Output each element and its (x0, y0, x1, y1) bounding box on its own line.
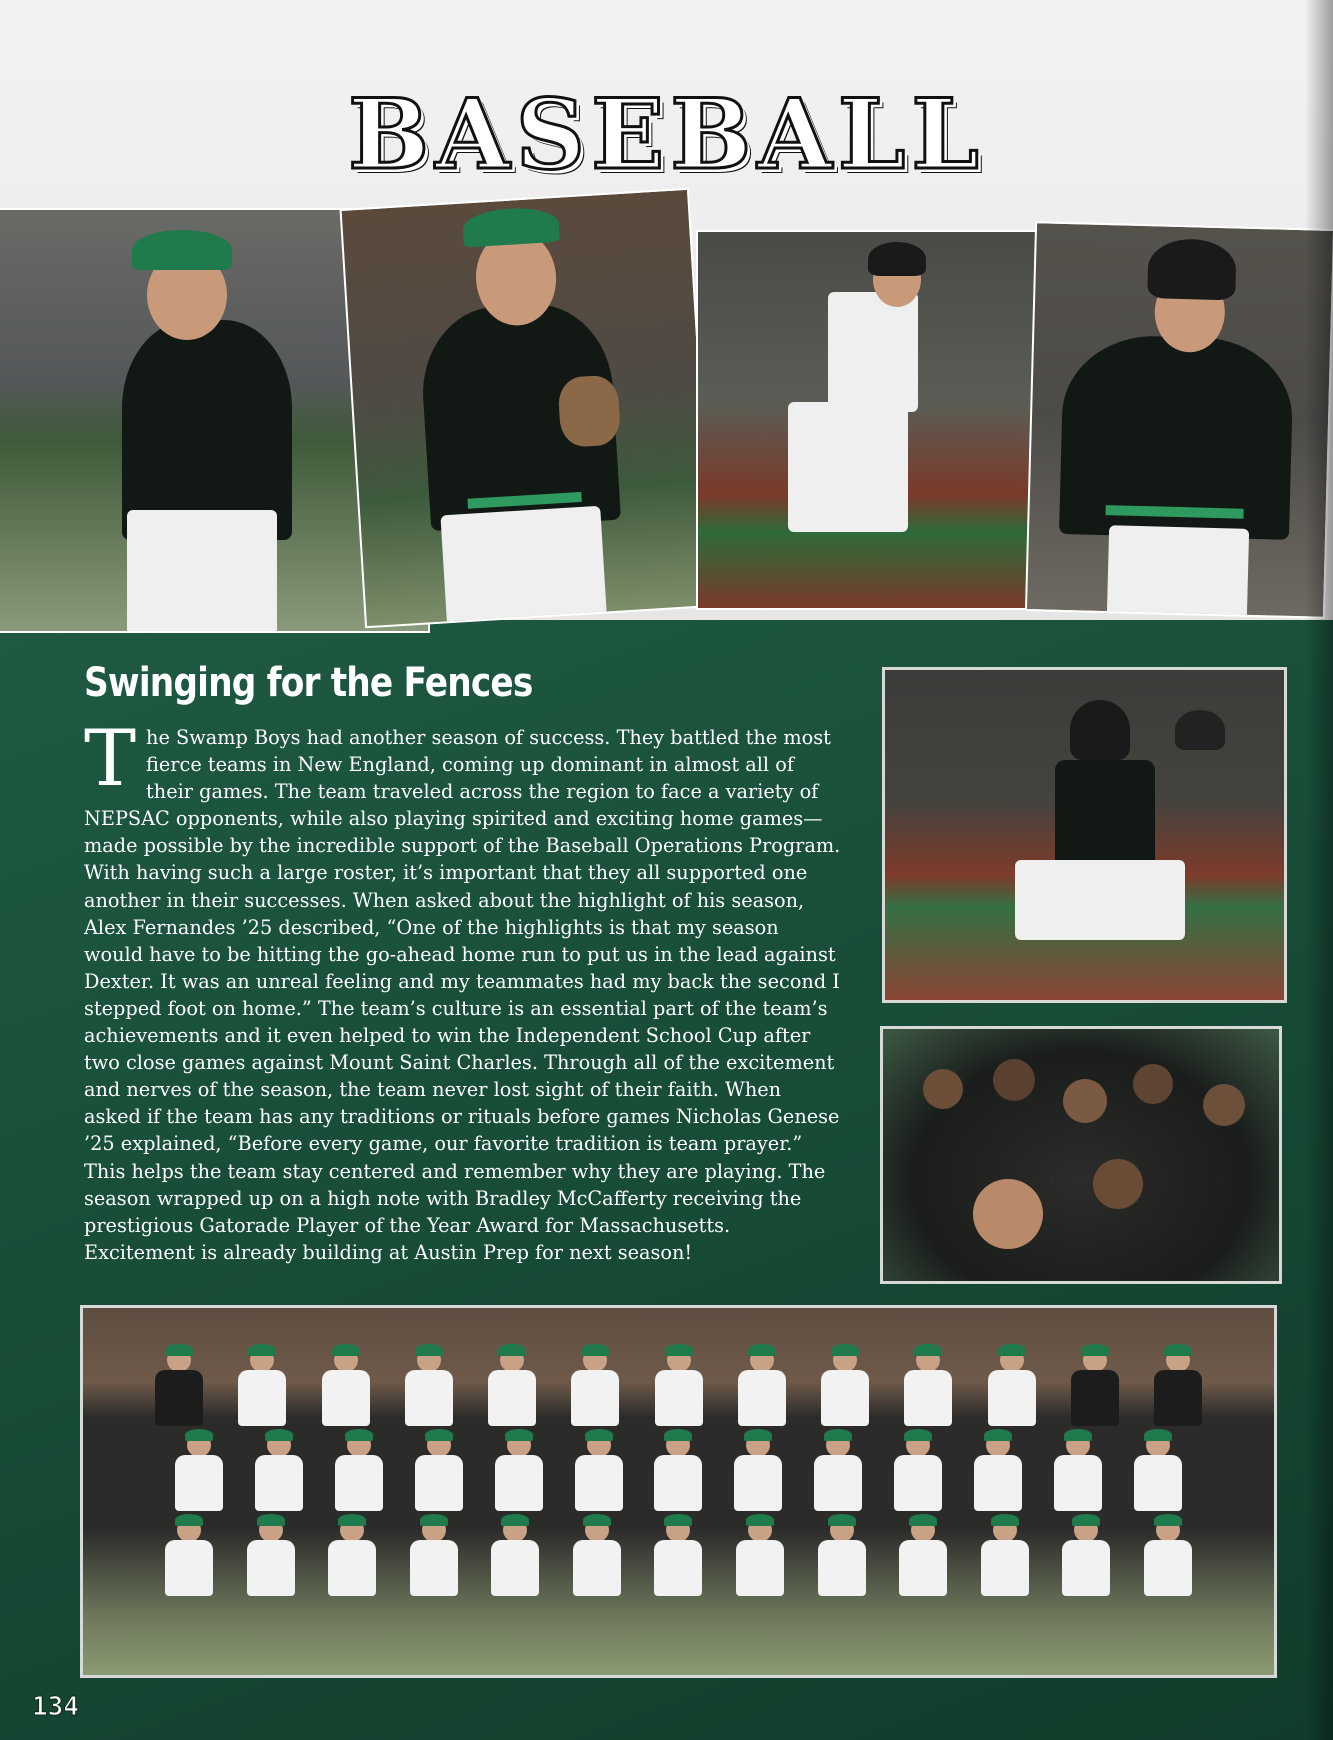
page-title: BASEBALL (348, 78, 985, 191)
team-prayer-photo (880, 1026, 1282, 1284)
page-number: 134 (32, 1692, 79, 1722)
team-photo (80, 1305, 1277, 1678)
batter-photo (696, 230, 1056, 610)
team-photo-middle-row (173, 1433, 1184, 1511)
article-text: he Swamp Boys had another season of success. They battled the most fierce teams in New England, coming up dominant in almost all of their games. The team traveled across the region to face a variety of NEPSAC opponents, while also playing spirited and exciting home games—made possible by the incredible support of the Baseball Operations Program. With having such a large roster, it’s important that they all supported one another in their successes. When asked about the highlight of his season, Alex Fernandes ’25 described, “One of the highlights is that my season would have to be hitting the go-ahead home run to put us in the lead against Dexter. It was an unreal feeling and my teammates had my back the second I stepped foot on home.” The team’s culture is an essential part of the team’s achievements and it even helped to win the Independent School Cup after two close games against Mount Saint Charles. Through all of the excitement and nerves of the season, the team never lost sight of their faith. When asked if the team has any traditions or rituals before games Nicholas Genese ’25 explained, “Before every game, our favorite tradition is team prayer.” This helps the team stay centered and remember why they are playing. The season wrapped up on a high note with Bradley McCafferty receiving the prestigious Gatorade Player of the Year Award for Massachusetts. Excitement is already building at Austin Prep for next season! (84, 726, 841, 1264)
team-photo-front-row (163, 1518, 1194, 1596)
article-body (84, 714, 842, 1266)
drop-cap: T (84, 714, 137, 804)
team-photo-back-row (153, 1348, 1204, 1426)
page-spine-shadow (1305, 0, 1333, 1740)
article-heading: Swinging for the Fences (84, 660, 533, 706)
player-photo-4 (1025, 221, 1333, 619)
player-photo-2 (340, 188, 715, 629)
catcher-photo (882, 667, 1287, 1003)
